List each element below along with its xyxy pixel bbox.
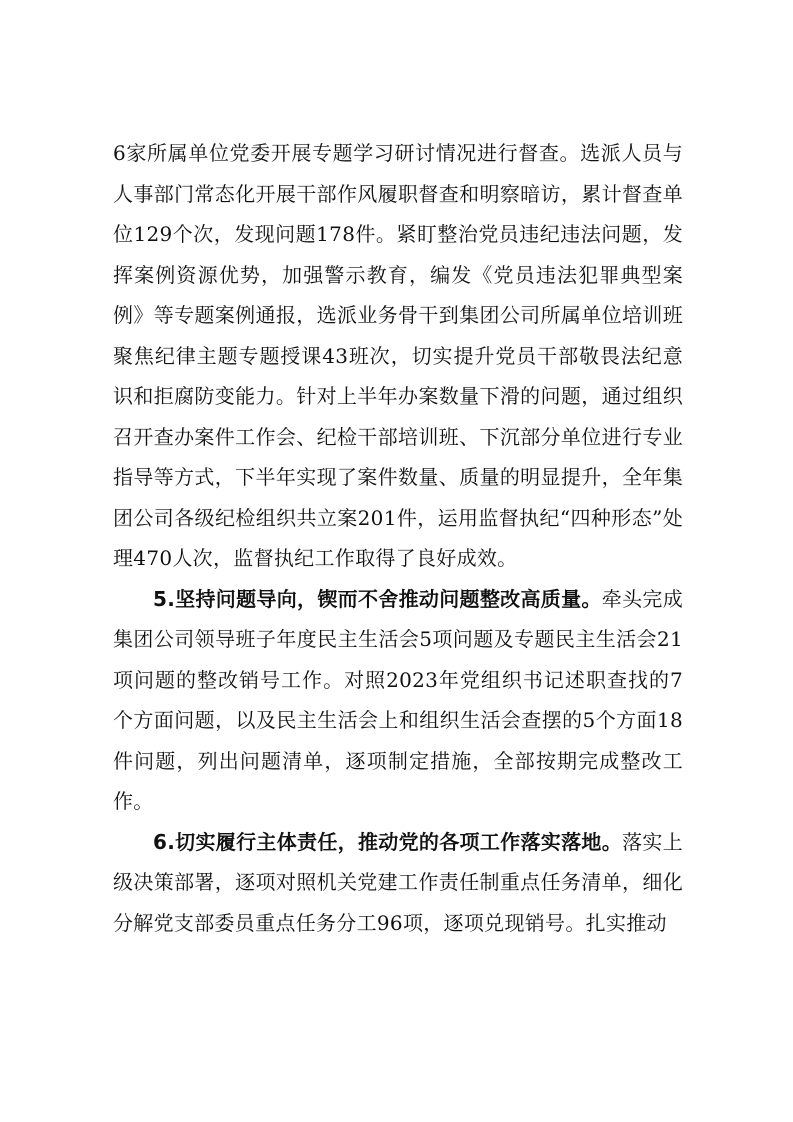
paragraph-supervision bbox=[113, 133, 683, 579]
paragraph-heading: 5.坚持问题导向，锲而不舍推动问题整改高质量。 bbox=[153, 586, 602, 611]
paragraph-text: 6家所属单位党委开展专题学习研讨情况进行督查。选派人员与人事部门常态化开展干部作风履职督查和明察暗访，累计督查单位129个次，发现问题178件。紧盯整治党员违纪违法问题，发挥案例资源优势，加强警示教育，编发《党员违法犯罪典型案例》等专题案例通报，选派业务骨干到集团公司所属单位培训班聚焦纪律主题专题授课43班次，切实提升党员干部敬畏法纪意识和拒腐防变能力。针对上半年办案数量下滑的问题，通过组织召开查办案件工作会、纪检干部培训班、下沉部分单位进行专业指导等方式，下半年实现了案件数量、质量的明显提升，全年集团公司各级纪检组织共立案201件，运用监督执纪“四种形态”处理470人次，监督执纪工作取得了良好成效。 bbox=[113, 141, 683, 570]
paragraph-text: 落实上级决策部署，逐项对照机关党建工作责任制重点任务清单，细化分解党支部委员重点任务分工96项，逐项兑现销号。扎实推动 bbox=[113, 829, 683, 935]
paragraph-item-5 bbox=[113, 579, 683, 822]
paragraph-text: 牵头完成集团公司领导班子年度民主生活会5项问题及专题民主生活会21项问题的整改销号工作。对照2023年党组织书记述职查找的7个方面问题，以及民主生活会上和组织生活会查摆的5个方面18件问题，列出问题清单，逐项制定措施，全部按期完成整改工作。 bbox=[113, 586, 683, 813]
paragraph-heading: 6.切实履行主体责任，推动党的各项工作落实落地。 bbox=[153, 829, 623, 854]
document-body bbox=[113, 133, 683, 943]
paragraph-item-6 bbox=[113, 822, 683, 944]
